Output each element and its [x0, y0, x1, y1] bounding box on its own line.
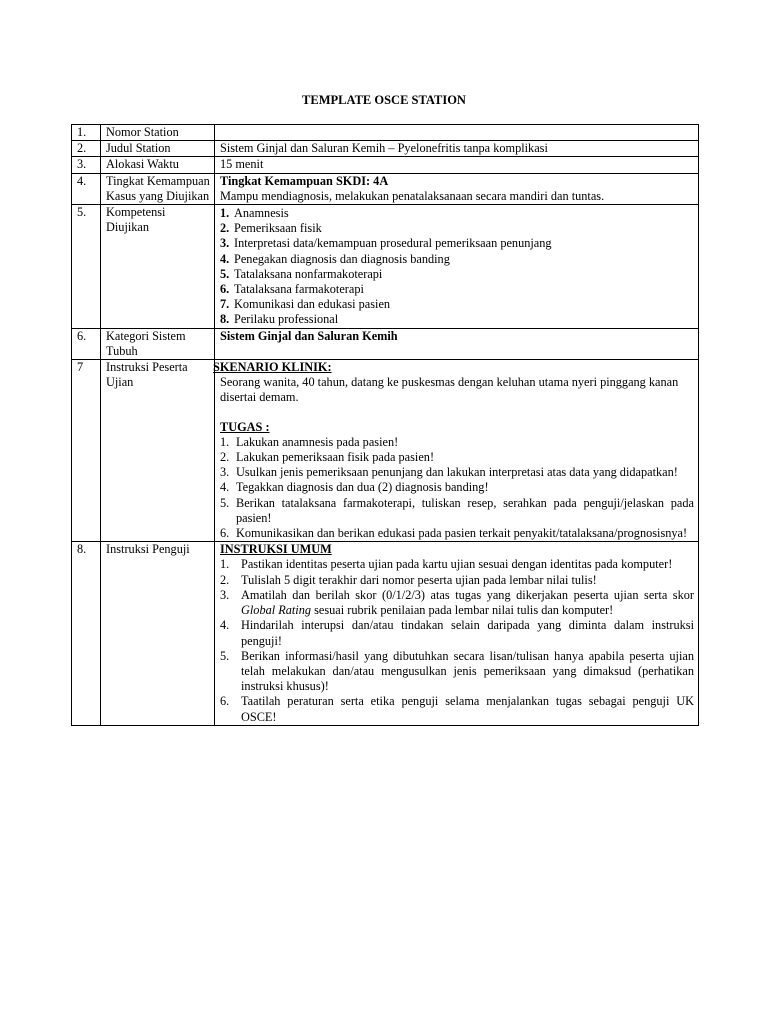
skdi-description: Mampu mendiagnosis, melakukan penatalaksanaan secara mandiri dan tuntas.	[220, 188, 605, 203]
list-item: 4. Hindarilah interupsi dan/atau tindakan selain daripada yang diminta dalam instruksi penguji!	[220, 618, 694, 648]
skenario-heading: SKENARIO KLINIK:	[213, 360, 332, 375]
row-value	[215, 542, 699, 725]
skdi-heading: Tingkat Kemampuan SKDI: 4A	[220, 173, 389, 188]
row-value	[215, 125, 699, 141]
osce-station-table	[71, 124, 699, 726]
row-value	[215, 173, 699, 204]
tugas-heading: TUGAS :	[220, 419, 270, 434]
row-number: 2.	[72, 141, 101, 157]
table-row	[72, 173, 699, 204]
row-label: Tingkat Kemampuan Kasus yang Diujikan	[101, 173, 215, 204]
instruksi-heading: INSTRUKSI UMUM	[220, 542, 332, 557]
list-item: 1. Pastikan identitas peserta ujian pada kartu ujian sesuai dengan identitas pada komputer!	[220, 557, 673, 572]
list-item: 5. Berikan tatalaksana farmakoterapi, tuliskan resep, serahkan pada penguji/jelaskan pada pasien!	[220, 495, 694, 525]
list-item: 5. Berikan informasi/hasil yang dibutuhkan secara lisan/tulisan hanya apabila peserta ujian telah melakukan dan/atau mengusulkan jenis pemeriksaan yang dimaksud (perhatikan instruksi khusus)!	[220, 648, 694, 694]
row-number: 8.	[72, 542, 101, 725]
row-number: 4.	[72, 173, 101, 204]
table-row	[72, 205, 699, 329]
document-title: TEMPLATE OSCE STATION	[302, 93, 466, 107]
table-row	[72, 157, 699, 173]
row-label: Instruksi Peserta Ujian	[101, 360, 215, 542]
table-row	[72, 125, 699, 141]
row-value	[215, 360, 699, 542]
list-item: 1. Anamnesis	[220, 206, 289, 221]
list-item: 4. Tegakkan diagnosis dan dua (2) diagnosis banding!	[220, 480, 489, 495]
list-item: 2. Lakukan pemeriksaan fisik pada pasien!	[220, 450, 435, 465]
table-row	[72, 141, 699, 157]
list-item: 5. Tatalaksana nonfarmakoterapi	[220, 266, 383, 281]
table-row	[72, 328, 699, 359]
row-value: 15 menit	[215, 157, 699, 173]
skenario-text: Seorang wanita, 40 tahun, datang ke puskesmas dengan keluhan utama nyeri pinggang kanan disertai demam.	[220, 375, 679, 405]
list-item: 3. Usulkan jenis pemeriksaan penunjang dan lakukan interpretasi atas data yang didapatkan!	[220, 465, 678, 480]
list-item: 8. Perilaku professional	[220, 312, 339, 327]
table-row	[72, 360, 699, 542]
row-label: Kompetensi Diujikan	[101, 205, 215, 329]
tugas-list	[220, 435, 694, 541]
list-item: 4. Penegakan diagnosis dan diagnosis banding	[220, 251, 450, 266]
list-item: 6. Taatilah peraturan serta etika penguji selama menjalankan tugas sebagai penguji UK OSCE!	[220, 694, 694, 724]
instruksi-list	[220, 557, 694, 724]
global-rating-term: Global Rating	[241, 603, 312, 618]
row-label: Alokasi Waktu	[101, 157, 215, 173]
list-item: 2. Pemeriksaan fisik	[220, 221, 322, 236]
list-item: 6. Tatalaksana farmakoterapi	[220, 282, 364, 297]
row-number: 6.	[72, 328, 101, 359]
row-value	[215, 205, 699, 329]
competency-list	[220, 206, 694, 328]
list-item: 6. Komunikasikan dan berikan edukasi pada pasien terkait penyakit/tatalaksana/prognosisnya!	[220, 526, 688, 541]
row-number: 7	[72, 360, 101, 542]
list-item: 2. Tulislah 5 digit terakhir dari nomor peserta ujian pada lembar nilai tulis!	[220, 572, 597, 587]
list-item: 3. Interpretasi data/kemampuan prosedural pemeriksaan penunjang	[220, 236, 552, 251]
row-label: Nomor Station	[101, 125, 215, 141]
list-item: 7. Komunikasi dan edukasi pasien	[220, 297, 391, 312]
list-item: 3. Amatilah dan berilah skor (0/1/2/3) atas tugas yang dikerjakan peserta ujian serta skor Global Rating sesuai rubrik penilaian pada lembar nilai tulis dan komputer!	[220, 587, 694, 618]
row-label: Kategori Sistem Tubuh	[101, 328, 215, 359]
row-value: Sistem Ginjal dan Saluran Kemih – Pyelonefritis tanpa komplikasi	[215, 141, 699, 157]
row-number: 1.	[72, 125, 101, 141]
row-label: Instruksi Penguji	[101, 542, 215, 725]
list-item: 1. Lakukan anamnesis pada pasien!	[220, 434, 399, 449]
row-number: 5.	[72, 205, 101, 329]
table-row	[72, 542, 699, 725]
row-label: Judul Station	[101, 141, 215, 157]
row-value: Sistem Ginjal dan Saluran Kemih	[215, 328, 699, 359]
row-number: 3.	[72, 157, 101, 173]
